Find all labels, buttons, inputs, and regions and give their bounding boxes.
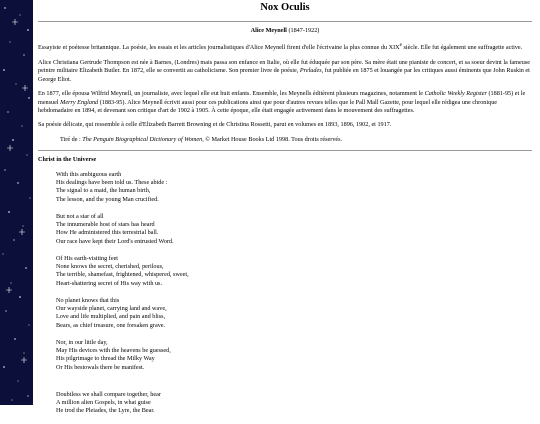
- poem-line: Our wayside planet, carrying land and wave,: [56, 304, 167, 312]
- site-title: Nox Oculis: [260, 2, 310, 13]
- poem-stanza: [56, 255, 532, 289]
- bio-paragraph-3: [38, 90, 532, 115]
- author-name: Alice Meynell: [250, 27, 287, 34]
- poem-stanza: [56, 297, 532, 331]
- poem-body: [38, 171, 532, 373]
- credit-suffix: , © Market House Books Ltd 1998. Tous droits réservés.: [202, 135, 343, 143]
- divider: [38, 150, 532, 151]
- poem-line: The terrible, shamefast, frightened, whispered, sweet,: [56, 271, 189, 279]
- bio-text: (1881-95) et le mensuel: [38, 90, 526, 106]
- bio-text: En 1877, elle épousa Wilfrid Meynell, un journaliste, avec lequel elle eut huit enfants. Ensemble, les Meynells éditèrent plusieurs magazines, notamment le: [38, 90, 425, 98]
- poem-line: Love and life multiplied, and pain and bliss,: [56, 313, 166, 321]
- main-content: [38, 0, 532, 424]
- poem-line: Or His bestowals there be manifest.: [56, 363, 145, 371]
- poem-line: Nor, in our little day,: [56, 338, 108, 346]
- poem-line: The lesson, and the young Man crucified.: [56, 195, 159, 203]
- author-dates: (1847-1922): [288, 27, 320, 34]
- divider: [38, 21, 532, 22]
- poem-line: His dealings have been told us. These abide :: [56, 178, 168, 186]
- bio-paragraph-2: [38, 59, 532, 84]
- poem-line: Doubtless we shall compare together, hear: [56, 390, 161, 398]
- bio-paragraph-1: [38, 41, 532, 52]
- bio-text: Essayiste et poétesse britannique. La poésie, les essais et les articles journalistiques d'Alice Meynell firent d'elle l'écrivaine la plus connue du XIX: [38, 44, 400, 52]
- poem-line: How He administered this terrestrial ball.: [56, 229, 159, 237]
- poem-stanza: [56, 171, 532, 205]
- poem-line: The signal to a maid, the human birth,: [56, 187, 151, 195]
- poem-stanza: [56, 391, 532, 416]
- poem-line: May His devices with the heavens be guessed,: [56, 347, 171, 354]
- poem-line: None knows the secret, cherished, perilous,: [56, 262, 164, 270]
- poem-line: Our race have kept their Lord's entrusted Word.: [56, 237, 174, 245]
- poem-line: The innumerable host of stars has heard: [56, 220, 155, 228]
- credit-prefix: Tiré de :: [60, 135, 83, 143]
- credit-source: The Penguin Biographical Dictionary of Women: [82, 135, 203, 143]
- source-credit: [60, 136, 532, 144]
- poem-body-continued: [38, 391, 532, 416]
- poem-line: No planet knows that this: [56, 296, 120, 304]
- magazine-title: Merry England: [60, 98, 99, 106]
- starfield-border: [0, 0, 33, 405]
- bio-superscript: e: [399, 42, 402, 49]
- poem-line: Heart-shattering secret of His way with us.: [56, 279, 163, 287]
- bio-paragraph-4: Sa poésie délicate, qui ressemble à celle d'Elizabeth Barrett Browning et de Christina Rossetti, parut en volumes en 1893, 1896, 1902, et 1917.: [38, 121, 392, 129]
- bio-text: Alice Christiana Gertrude Thompson est née à Barnes, (Londres) mais passa son enfance en Italie, où elle fut éduquée par son père. Sa mère était une pianiste de concert, et sa soeur devint la fameuse peintre militaire Elizabeth Butler. En 1872, elle se convertit au catholicisme. Son premier livre de poésie,: [38, 58, 530, 75]
- bio-text: siècle. Elle fut également une suffragette active.: [401, 44, 523, 52]
- poem-stanza: [56, 339, 532, 373]
- poem-gap: [38, 381, 532, 391]
- poem-line: With this ambiguous earth: [56, 170, 122, 178]
- bio-text: , fut publiée en 1875 et louangée par les critiques aussi éminents que John Ruskin et George Eliot.: [38, 67, 530, 83]
- author-heading: [38, 27, 532, 35]
- magazine-title: Catholic Weekly Register: [424, 90, 487, 98]
- poem-line: But not a star of all: [56, 212, 104, 220]
- poem-line: He trod the Pleiades, the Lyre, the Bear.: [56, 407, 155, 415]
- starfield-graphic: [0, 0, 33, 405]
- poem-line: Bears, as chief treasure, one forsaken grave.: [56, 321, 166, 329]
- book-title: Preludes: [299, 67, 322, 75]
- poem-title: Christ in the Universe: [38, 156, 97, 164]
- poem-line: Of His earth-visiting feet: [56, 254, 119, 262]
- poem-line: His pilgrimage to thread the Milky Way: [56, 355, 155, 363]
- poem-line: A million alien Gospels, in what guise: [56, 399, 151, 407]
- poem-stanza: [56, 213, 532, 247]
- bio-text: (1883-95). Alice Meynell écrivit aussi pour ces publications ainsi que pour d'autres revues telles que le Pall Mall Gazette, pour lequel elle rédigea une chronique hebdomadaire en 1894, et devenant son critique d'art de 1902 à 1905. À cette époque, elle était engagée activement dans le mouvement des suffragettes.: [38, 98, 498, 114]
